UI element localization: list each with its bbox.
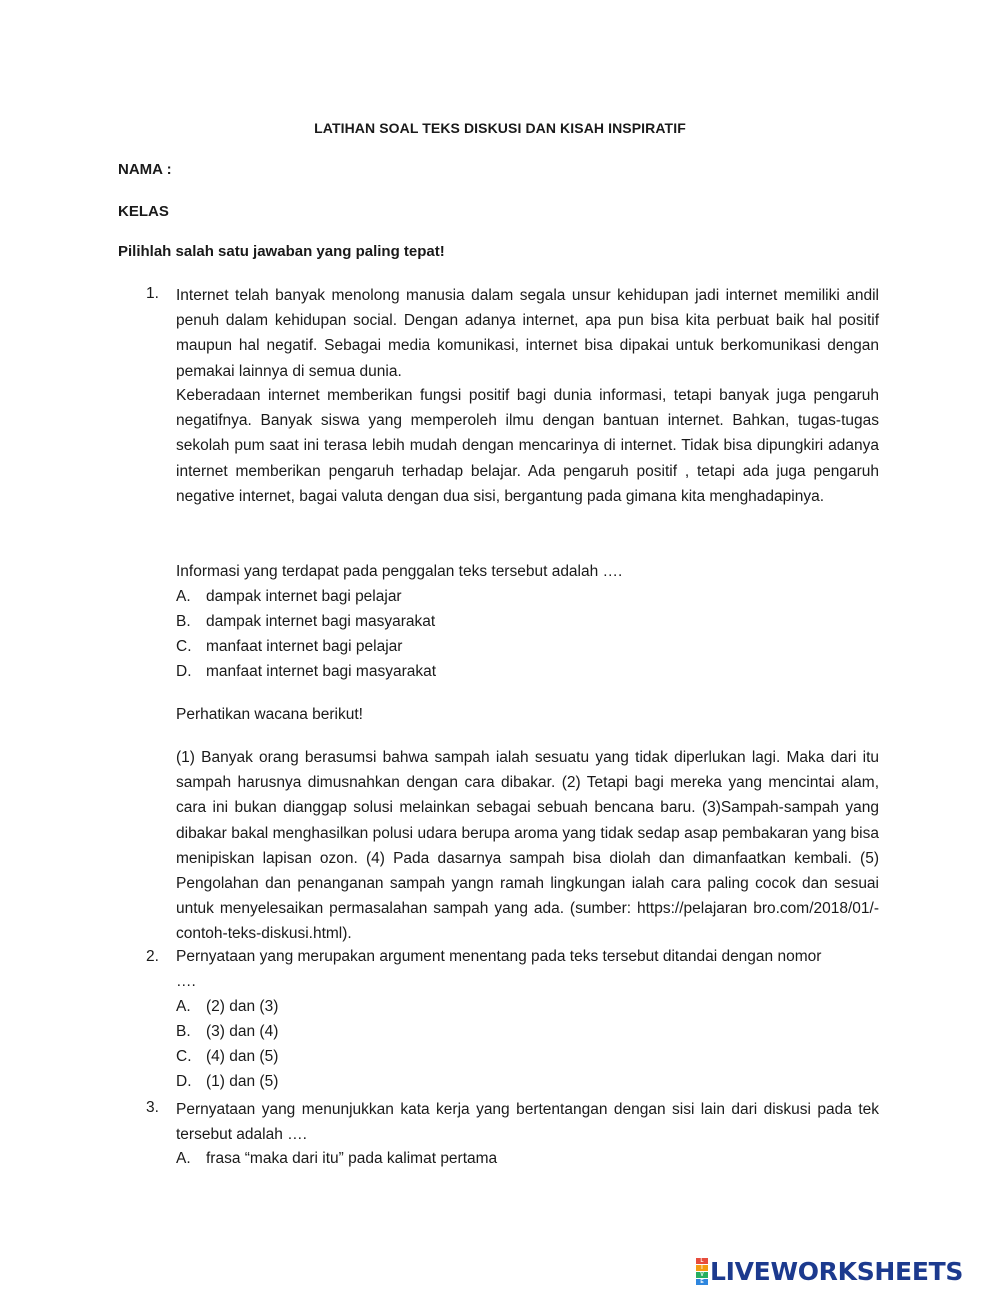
passage-text: (1) Banyak orang berasumsi bahwa sampah ialah sesuatu yang tidak diperlukan lagi. Maka dari itu sampah harusnya dimusnahkan dengan cara dibakar. (2) Tetapi bagi mereka yang mencintai alam, cara ini bukan dianggap solusi melainkan sebagai sebuah bencana baru. (3)Sampah-sampah yang dibakar bakal menghasilkan polusi udara berupa aroma yang tidak sedap asap pembakaran yang bisa menipiskan lapisan ozon. (4) Pada dasarnya sampah bisa diolah dan dimanfaatkan kembali. (5) Pengolahan dan penanganan sampah yangn ramah lingkungan ialah cara paling cocok dan sesuai untuk menyelesaikan permasalahan sampah yang ada. (sumber: https://pelajaran bro.com/2018/01/-contoh-teks-diskusi.html). <box>176 749 879 943</box>
option-letter: D. <box>176 663 192 680</box>
logo-block: L <box>696 1258 708 1264</box>
liveworksheets-logo <box>696 1256 963 1286</box>
question-2-option-d[interactable] <box>176 1073 278 1091</box>
class-field-label: KELAS <box>118 203 169 220</box>
option-letter: B. <box>176 613 191 630</box>
question-2-prompt-line-2: …. <box>176 973 196 990</box>
option-letter: A. <box>176 998 191 1015</box>
option-text: (3) dan (4) <box>206 1023 279 1040</box>
option-letter: C. <box>176 638 192 655</box>
question-1-prompt: Informasi yang terdapat pada penggalan teks tersebut adalah …. <box>176 563 623 580</box>
question-1-option-d[interactable] <box>176 663 436 681</box>
question-2-option-b[interactable] <box>176 1023 278 1041</box>
option-letter: A. <box>176 588 191 605</box>
instructions: Pilihlah salah satu jawaban yang paling tepat! <box>118 243 445 260</box>
question-1-paragraph-2: Keberadaan internet memberikan fungsi positif bagi dunia informasi, tetapi banyak juga pengaruh negatifnya. Banyak siswa yang memperoleh ilmu dengan bantuan internet. Bahkan, tugas-tugas sekolah pum saat ini terasa lebih mudah dengan mencarinya di internet. Tidak bisa dipungkiri adanya internet memberikan pengaruh terhadap belajar. Ada pengaruh positif , tetapi ada juga pengaruh negative internet, bagai valuta dengan dua sisi, bergantung pada gimana kita menghadapinya. <box>176 387 879 505</box>
option-text: (1) dan (5) <box>206 1073 279 1090</box>
option-text: dampak internet bagi masyarakat <box>206 613 436 630</box>
question-2-prompt-line-1: Pernyataan yang merupakan argument menentang pada teks tersebut ditandai dengan nomor <box>176 948 822 965</box>
option-text: (4) dan (5) <box>206 1048 279 1065</box>
page-title: LATIHAN SOAL TEKS DISKUSI DAN KISAH INSPIRATIF <box>314 120 686 136</box>
question-1-number: 1. <box>146 285 159 302</box>
logo-block: I <box>696 1265 708 1271</box>
option-text: dampak internet bagi pelajar <box>206 588 402 605</box>
question-3-prompt: Pernyataan yang menunjukkan kata kerja yang bertentangan dengan sisi lain dari diskusi pada tek tersebut adalah …. <box>176 1101 879 1144</box>
option-text: frasa “maka dari itu” pada kalimat pertama <box>206 1150 498 1167</box>
logo-text: LIVEWORKSHEETS <box>710 1256 964 1286</box>
logo-block: E <box>696 1279 708 1285</box>
question-2-option-a[interactable] <box>176 998 278 1016</box>
question-1-option-a[interactable] <box>176 588 402 606</box>
option-text: (2) dan (3) <box>206 998 279 1015</box>
name-field-label: NAMA : <box>118 161 172 178</box>
question-3-option-a[interactable] <box>176 1150 497 1168</box>
question-1-option-b[interactable] <box>176 613 435 631</box>
option-text: manfaat internet bagi masyarakat <box>206 663 437 680</box>
question-2-number: 2. <box>146 948 159 965</box>
question-3-number: 3. <box>146 1099 159 1116</box>
option-letter: D. <box>176 1073 192 1090</box>
option-letter: A. <box>176 1150 191 1167</box>
option-text: manfaat internet bagi pelajar <box>206 638 403 655</box>
question-2-option-c[interactable] <box>176 1048 278 1066</box>
option-letter: B. <box>176 1023 191 1040</box>
logo-block: V <box>696 1272 708 1278</box>
question-1-paragraph-1: Internet telah banyak menolong manusia dalam segala unsur kehidupan jadi internet memiliki andil penuh dalam kehidupan social. Dengan adanya internet, apa pun bisa kita perbuat baik hal positif maupun hal negatif. Sebagai media komunikasi, internet bisa dipakai untuk berkomunikasi dengan pemakai lainnya di semua dunia. <box>176 287 879 380</box>
passage-intro: Perhatikan wacana berikut! <box>176 706 363 723</box>
logo-blocks-icon <box>696 1257 708 1285</box>
option-letter: C. <box>176 1048 192 1065</box>
question-1-option-c[interactable] <box>176 638 402 656</box>
